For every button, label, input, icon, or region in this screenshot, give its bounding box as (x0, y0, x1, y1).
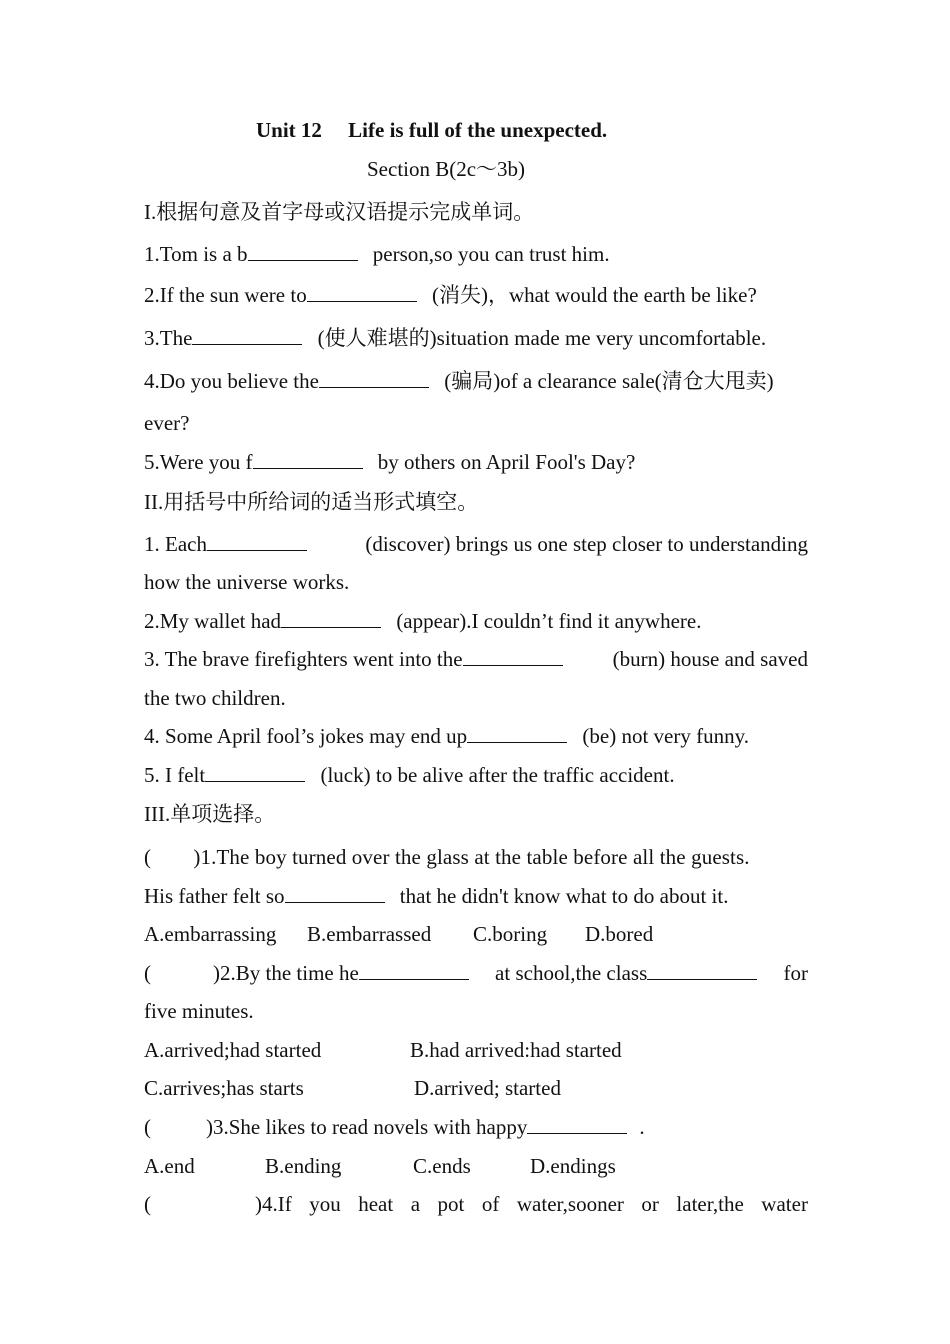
option-d[interactable]: D.endings (530, 1154, 616, 1178)
option-b[interactable]: B.had arrived:had started (410, 1038, 622, 1062)
part3-q2-options-ab (144, 1036, 808, 1064)
option-b[interactable]: B.embarrassed (307, 922, 432, 946)
part1-q2-text: 2.If the sun were to (144, 283, 307, 307)
part3-q3-paren: ( (144, 1115, 151, 1139)
part1-q3-text-end: (使人难堪的)situation made me very uncomfortable. (317, 326, 767, 350)
part2-q3-text: 3. The brave firefighters went into the (144, 647, 463, 671)
part2-q1-cont: how the universe works. (144, 570, 350, 594)
option-d[interactable]: D.bored (585, 922, 654, 946)
part3-q4-word: of (481, 1192, 500, 1216)
part3-q1-text: His father felt so (144, 884, 285, 908)
answer-blank[interactable] (319, 367, 429, 388)
answer-blank[interactable] (281, 607, 381, 628)
part3-q4-word: you (309, 1192, 341, 1216)
answer-blank[interactable] (463, 645, 563, 666)
part3-q4-word: water,sooner (516, 1192, 624, 1216)
part3-heading: III.单项选择。 (144, 802, 276, 826)
part3-q1-line2 (144, 882, 808, 910)
part3-q2-paren: ( (144, 961, 151, 985)
answer-blank[interactable] (253, 448, 363, 469)
part1-q5-text-end: by others on April Fool's Day? (377, 450, 636, 474)
part3-q3-period: . (639, 1115, 645, 1139)
option-c[interactable]: C.ends (413, 1154, 471, 1178)
part1-q1-text: 1.Tom is a b (144, 242, 248, 266)
option-b[interactable]: B.ending (265, 1154, 342, 1178)
part1-q2 (144, 281, 808, 309)
option-a[interactable]: A.arrived;had started (144, 1038, 322, 1062)
part3-q2-line1 (144, 959, 808, 987)
part3-q1-options (144, 920, 808, 948)
part2-q2-text: 2.My wallet had (144, 609, 282, 633)
part2-q3-text-end: (burn) house and saved (612, 647, 808, 671)
part2-q5-text-end: (luck) to be alive after the traffic accident. (320, 763, 675, 787)
part3-q4-word: water (761, 1192, 808, 1216)
option-a[interactable]: A.end (144, 1154, 195, 1178)
part1-q1-text-end: person,so you can trust him. (372, 242, 610, 266)
part1-q2-text-end: (消失)，what would the earth be like? (431, 283, 757, 307)
answer-blank[interactable] (307, 281, 417, 302)
part3-q4-line1 (144, 1190, 808, 1218)
answer-blank[interactable] (647, 959, 757, 980)
option-c[interactable]: C.boring (473, 922, 548, 946)
part3-q2-text: )2.By the time he (213, 961, 359, 985)
answer-blank[interactable] (207, 530, 307, 551)
answer-blank[interactable] (248, 240, 358, 261)
part3-q4-word: pot (437, 1192, 465, 1216)
part1-q5 (144, 448, 808, 476)
part2-q1 (144, 530, 808, 558)
part2-q1-text-end: (discover) brings us one step closer to understanding (365, 532, 808, 556)
part3-q4-word: a (410, 1192, 421, 1216)
part3-q3-text: )3.She likes to read novels with happy (206, 1115, 528, 1139)
part2-q4 (144, 722, 808, 750)
part3-q2-text-mid: at school,the class (495, 961, 648, 985)
part1-q3 (144, 324, 808, 352)
part1-q3-text: 3.The (144, 326, 193, 350)
part2-q4-text: 4. Some April fool’s jokes may end up (144, 724, 468, 748)
page-subtitle: Section B(2c～3b) (367, 157, 526, 181)
part1-q4 (144, 367, 808, 395)
part3-q4-word: )4.If (255, 1192, 292, 1216)
answer-blank[interactable] (285, 882, 385, 903)
option-c[interactable]: C.arrives;has starts (144, 1076, 304, 1100)
part2-q3 (144, 645, 808, 673)
part2-q4-text-end: (be) not very funny. (582, 724, 749, 748)
part2-q5 (144, 761, 808, 789)
part1-q4-cont: ever? (144, 411, 190, 435)
part3-q3-line1 (144, 1113, 808, 1141)
part3-q1-line1: ( )1.The boy turned over the glass at the table before all the guests. (144, 845, 750, 869)
part3-q3-options (144, 1152, 808, 1180)
part2-heading: II.用括号中所给词的适当形式填空。 (144, 490, 479, 514)
part1-q4-text: 4.Do you believe the (144, 369, 319, 393)
answer-blank[interactable] (467, 722, 567, 743)
part3-q2-text-end: for (783, 961, 808, 985)
part2-q3-cont: the two children. (144, 686, 286, 710)
part3-q2-line2: five minutes. (144, 999, 254, 1023)
part1-heading: I.根据句意及首字母或汉语提示完成单词。 (144, 200, 535, 224)
page-title: Unit 12 Life is full of the unexpected. (256, 118, 608, 142)
part3-q4-word: or (641, 1192, 659, 1216)
answer-blank[interactable] (192, 324, 302, 345)
option-d[interactable]: D.arrived; started (414, 1076, 561, 1100)
answer-blank[interactable] (527, 1113, 627, 1134)
part2-q2-text-end: (appear).I couldn’t find it anywhere. (396, 609, 702, 633)
option-a[interactable]: A.embarrassing (144, 922, 277, 946)
part3-q2-options-cd (144, 1074, 808, 1102)
part3-q4-word: ( (144, 1192, 151, 1216)
part1-q1 (144, 240, 808, 268)
answer-blank[interactable] (205, 761, 305, 782)
part3-q1-text-end: that he didn't know what to do about it. (399, 884, 729, 908)
part3-q4-word: later,the (676, 1192, 744, 1216)
part2-q5-text: 5. I felt (144, 763, 206, 787)
part1-q4-text-end: (骗局)of a clearance sale(清仓大甩卖) (444, 369, 774, 393)
part2-q2 (144, 607, 808, 635)
part2-q1-text: 1. Each (144, 532, 207, 556)
part3-q4-word: heat (358, 1192, 394, 1216)
part1-q5-text: 5.Were you f (144, 450, 253, 474)
answer-blank[interactable] (359, 959, 469, 980)
